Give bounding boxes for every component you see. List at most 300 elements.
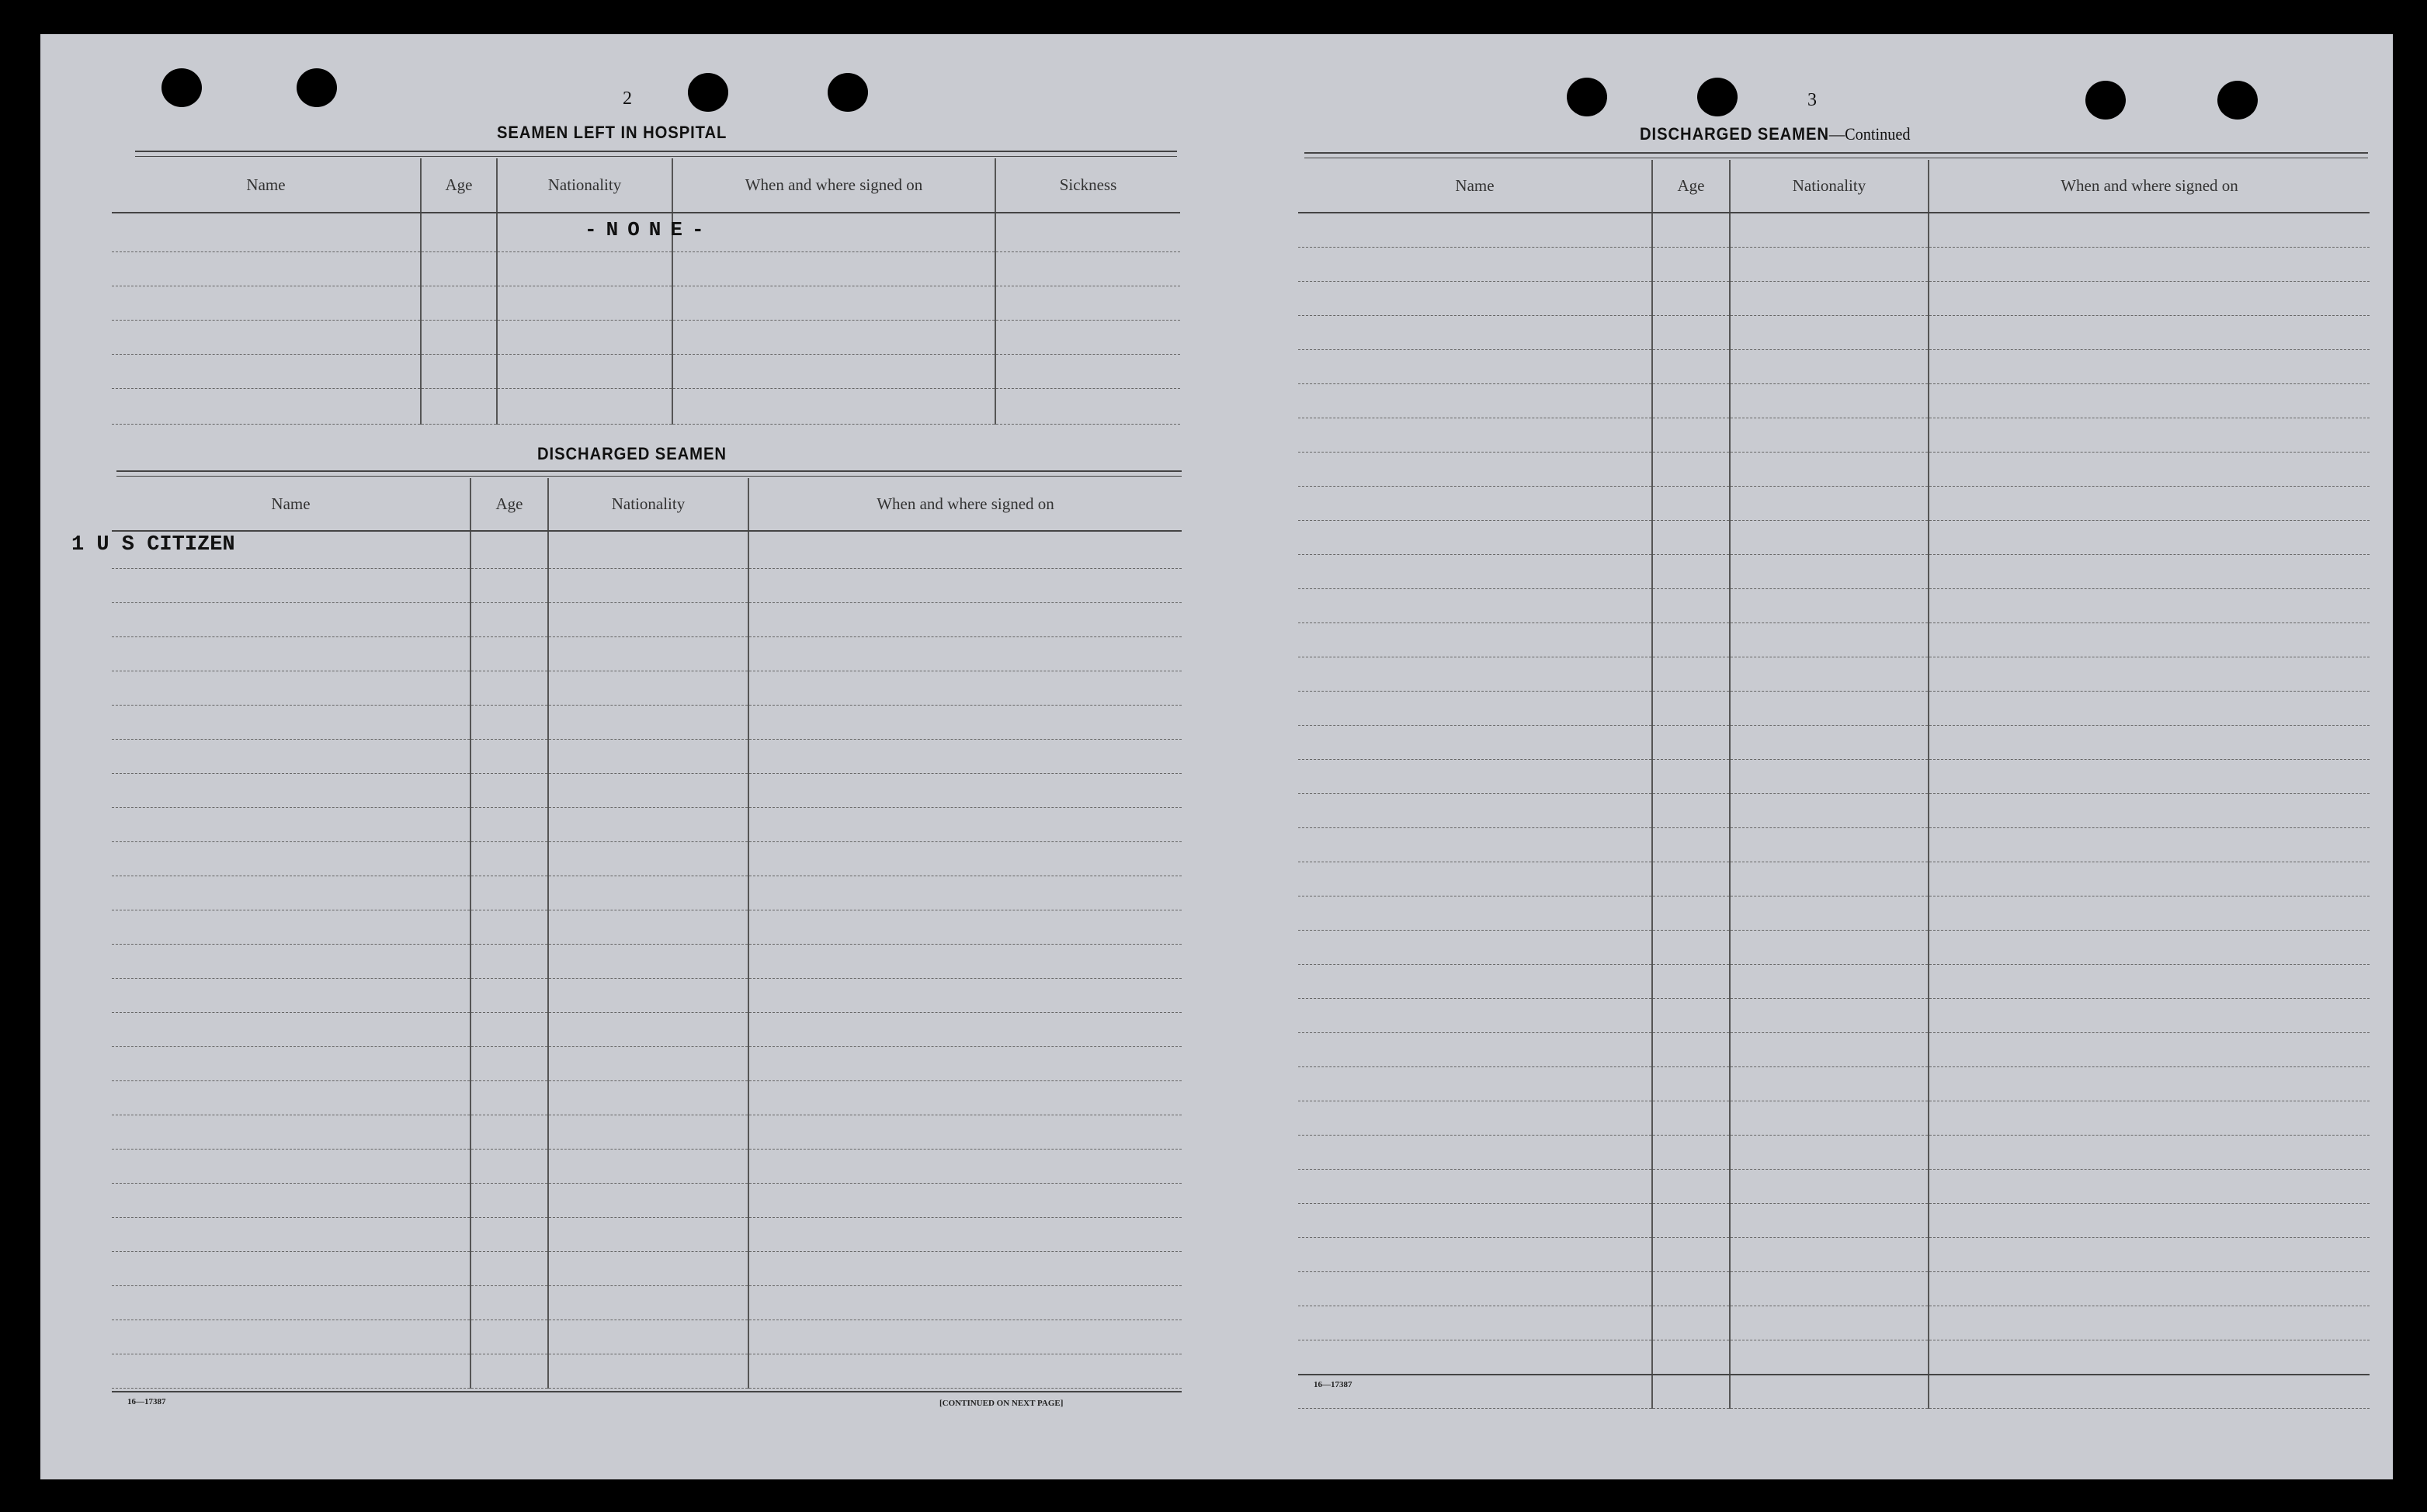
table-cell [112,841,470,876]
table-cell [995,320,1180,354]
table-cell [1929,965,2370,999]
punch-hole [828,73,868,112]
table-cell [748,705,1182,739]
table-cell [1298,1204,1652,1238]
column-header-age: Age [421,158,497,213]
column-header-name: Name [112,478,470,531]
table-cell [995,286,1180,320]
table-cell [470,531,548,568]
table-cell [470,1012,548,1046]
table-row [1298,1101,2370,1136]
table-cell [1929,1306,2370,1340]
table-cell [1298,1136,1652,1170]
column-header-name: Name [1298,160,1652,213]
table-cell [548,1149,748,1183]
continued-suffix: —Continued [1828,124,1911,144]
table-cell [1652,1136,1730,1170]
table-cell [112,1285,470,1320]
table-row [112,944,1182,978]
table-cell [1298,418,1652,453]
table-cell [1652,1272,1730,1306]
table-row [112,354,1180,388]
table-row [1298,350,2370,384]
table-cell [1298,487,1652,521]
table-cell [470,636,548,671]
discharged-bottom-rule [112,1391,1182,1392]
table-cell [1652,965,1730,999]
table-cell [497,286,672,320]
table-cell [1929,1375,2370,1409]
table-row [112,910,1182,944]
table-cell [1730,521,1929,555]
punch-hole [1697,78,1738,116]
discharged-table [71,478,1182,1389]
table-cell [1929,589,2370,623]
table-cell [1929,862,2370,896]
table-row [1298,794,2370,828]
table-cell [112,1046,470,1080]
table-cell [748,841,1182,876]
table-cell [112,354,421,388]
table-cell [1730,794,1929,828]
table-cell [1652,794,1730,828]
table-cell [1730,1033,1929,1067]
table-cell [995,354,1180,388]
table-row [112,876,1182,910]
hospital-table [112,158,1180,425]
table-cell [112,568,470,602]
table-cell [112,251,421,286]
table-cell [470,1046,548,1080]
table-cell [1652,1306,1730,1340]
table-cell [548,841,748,876]
table-row [112,602,1182,636]
table-cell [548,1080,748,1115]
table-cell [112,1080,470,1115]
table-cell [421,320,497,354]
table-cell [470,1183,548,1217]
table-cell [1298,828,1652,862]
table-cell [1652,487,1730,521]
punch-hole [1567,78,1607,116]
table-cell [112,388,421,424]
table-cell [497,320,672,354]
table-cell [548,876,748,910]
table-row [112,1320,1182,1354]
table-row [112,636,1182,671]
table-row [1298,1033,2370,1067]
table-cell [548,1285,748,1320]
table-cell [470,1149,548,1183]
table-cell [112,876,470,910]
table-cell [548,739,748,773]
table-cell [1652,282,1730,316]
table-row [112,531,1182,568]
table-cell [1652,760,1730,794]
page-number-left: 2 [623,88,632,109]
table-cell [470,739,548,773]
column-header-nationality: Nationality [548,478,748,531]
table-cell [1929,1204,2370,1238]
table-cell [748,1012,1182,1046]
table-cell [1298,965,1652,999]
table-cell [112,773,470,807]
table-cell [112,1251,470,1285]
table-row [1298,965,2370,999]
column-header-name: Name [112,158,421,213]
table-cell [1929,418,2370,453]
table-cell [1929,828,2370,862]
table-cell [112,320,421,354]
table-cell [1298,794,1652,828]
document-sheet [40,34,2393,1479]
table-cell [112,1217,470,1251]
table-row [1298,931,2370,965]
table-cell [1730,589,1929,623]
table-cell [748,1080,1182,1115]
table-cell [1929,623,2370,657]
table-cell [548,773,748,807]
table-cell [470,773,548,807]
table-cell [1298,453,1652,487]
table-cell [1652,1375,1730,1409]
table-cell [1730,623,1929,657]
table-cell [1298,213,1652,248]
table-cell [672,320,995,354]
column-header-age: Age [1652,160,1730,213]
column-header-nationality: Nationality [497,158,672,213]
table-row [1298,1340,2370,1375]
table-row [1298,316,2370,350]
table-row [1298,418,2370,453]
table-cell [1652,726,1730,760]
table-cell [1929,487,2370,521]
table-row [112,1080,1182,1115]
table-cell [470,568,548,602]
table-cell [672,213,995,251]
table-cell [470,1285,548,1320]
table-cell [748,910,1182,944]
table-cell [1929,282,2370,316]
table-cell [1730,862,1929,896]
discharged-continued-title-text: DISCHARGED SEAMEN [1640,124,1829,144]
table-cell [112,1354,470,1388]
table-cell [1652,589,1730,623]
table-cell [470,944,548,978]
none-stamp: -NONE- [585,218,714,241]
table-cell [1652,555,1730,589]
table-row [1298,384,2370,418]
table-cell [548,1217,748,1251]
table-cell [1730,1306,1929,1340]
table-row [1298,692,2370,726]
table-cell [548,602,748,636]
table-row [1298,828,2370,862]
table-cell [470,1080,548,1115]
table-row [1298,1306,2370,1340]
table-cell [1929,1272,2370,1306]
table-cell [1652,999,1730,1033]
table-cell [1730,1136,1929,1170]
table-cell [1298,589,1652,623]
table-cell [548,944,748,978]
table-cell [1929,896,2370,931]
table-cell [1298,1340,1652,1375]
table-row [1298,1375,2370,1409]
table-cell [748,568,1182,602]
discharged-entry: 1 U S CITIZEN [71,533,235,557]
table-cell [1929,726,2370,760]
table-row [1298,1204,2370,1238]
table-cell [1730,828,1929,862]
table-cell [112,910,470,944]
table-row [112,1217,1182,1251]
table-cell [470,910,548,944]
table-cell [112,739,470,773]
table-row [1298,1136,2370,1170]
table-cell [748,1285,1182,1320]
table-row [1298,213,2370,248]
table-cell [1298,248,1652,282]
table-cell [1652,896,1730,931]
table-cell [470,1320,548,1354]
table-cell [421,388,497,424]
table-cell [1298,521,1652,555]
table-cell [1652,384,1730,418]
table-cell [1730,692,1929,726]
table-cell [548,636,748,671]
table-cell [112,602,470,636]
table-cell [1730,657,1929,692]
table-cell [1730,418,1929,453]
table-row [1298,623,2370,657]
table-cell [672,286,995,320]
table-row [112,671,1182,705]
table-cell [421,251,497,286]
table-row [112,213,1180,251]
table-row [1298,999,2370,1033]
table-cell [112,1012,470,1046]
table-cell [548,568,748,602]
table-cell [112,807,470,841]
table-cell [1730,931,1929,965]
table-cell [748,1115,1182,1149]
table-cell [748,671,1182,705]
table-cell [548,910,748,944]
table-cell [1730,555,1929,589]
table-cell [1730,487,1929,521]
table-cell [497,388,672,424]
table-row [1298,760,2370,794]
table-cell [1652,521,1730,555]
table-cell [1298,1238,1652,1272]
table-cell [1730,453,1929,487]
table-cell [748,1183,1182,1217]
table-cell [1929,692,2370,726]
table-cell [748,739,1182,773]
table-cell [548,1354,748,1388]
table-cell [1730,384,1929,418]
right-top-rule [1304,152,2368,158]
punch-hole [161,68,202,107]
table-cell [1730,1204,1929,1238]
table-row [1298,282,2370,316]
table-row [1298,248,2370,282]
table-cell [748,876,1182,910]
table-cell [470,1115,548,1149]
table-cell [112,944,470,978]
table-cell [421,286,497,320]
table-row [112,841,1182,876]
table-cell [748,1354,1182,1388]
table-cell [1929,931,2370,965]
table-cell [1298,1170,1652,1204]
table-cell [470,671,548,705]
table-cell [71,531,470,568]
table-cell [1652,213,1730,248]
punch-hole [688,73,728,112]
table-row [112,568,1182,602]
table-row [1298,521,2370,555]
table-cell [1652,1170,1730,1204]
table-cell [748,1149,1182,1183]
table-cell [1929,1238,2370,1272]
table-row [112,1251,1182,1285]
table-cell [1652,1033,1730,1067]
discharged-continued-table [1298,160,2370,1409]
table-cell [748,602,1182,636]
table-cell [1652,862,1730,896]
punch-hole [2217,81,2258,120]
table-row [112,251,1180,286]
page-number-right: 3 [1807,90,1817,110]
table-cell [470,807,548,841]
table-cell [748,1251,1182,1285]
table-cell [548,1012,748,1046]
table-cell [995,213,1180,251]
table-row [112,1183,1182,1217]
table-cell [548,1115,748,1149]
table-row [112,1354,1182,1388]
table-cell [1929,794,2370,828]
continued-note: [CONTINUED ON NEXT PAGE] [939,1399,1064,1408]
table-cell [1929,1170,2370,1204]
table-cell [112,1149,470,1183]
table-row [112,773,1182,807]
table-cell [1298,1306,1652,1340]
table-cell [1730,316,1929,350]
discharged-section-title: DISCHARGED SEAMEN [537,444,727,463]
table-cell [1929,248,2370,282]
table-cell [548,531,748,568]
table-row [112,286,1180,320]
table-cell [672,251,995,286]
table-cell [1298,692,1652,726]
table-cell [548,671,748,705]
table-cell [1298,726,1652,760]
table-cell [1730,896,1929,931]
table-cell [112,978,470,1012]
table-row [1298,1238,2370,1272]
table-cell [1652,1238,1730,1272]
table-cell [548,705,748,739]
table-row [112,978,1182,1012]
table-cell [1929,1033,2370,1067]
table-cell [1298,555,1652,589]
table-cell [748,1217,1182,1251]
table-row [1298,1170,2370,1204]
table-row [1298,1067,2370,1101]
table-cell [1730,1067,1929,1101]
table-cell [1730,726,1929,760]
table-cell [470,602,548,636]
table-cell [548,1046,748,1080]
table-cell [1929,999,2370,1033]
table-cell [112,671,470,705]
table-cell [995,251,1180,286]
table-cell [421,213,497,251]
table-cell [470,841,548,876]
column-header-signed-on: When and where signed on [672,158,995,213]
table-cell [672,354,995,388]
table-cell [1652,418,1730,453]
table-cell [1929,521,2370,555]
table-row [112,739,1182,773]
table-cell [548,978,748,1012]
table-cell [1298,999,1652,1033]
table-cell [748,773,1182,807]
table-cell [1298,384,1652,418]
table-row [1298,555,2370,589]
table-cell [497,354,672,388]
table-cell [1298,896,1652,931]
table-cell [1298,350,1652,384]
table-cell [748,1046,1182,1080]
table-cell [1929,657,2370,692]
table-cell [748,978,1182,1012]
table-cell [470,978,548,1012]
table-cell [1730,1238,1929,1272]
table-cell [1929,350,2370,384]
table-row [1298,453,2370,487]
column-header-sickness: Sickness [995,158,1180,213]
table-cell [748,636,1182,671]
table-cell [1730,1375,1929,1409]
table-cell [1929,555,2370,589]
punch-hole [297,68,337,107]
table-cell [1929,316,2370,350]
table-row [1298,657,2370,692]
table-cell [470,876,548,910]
table-row [112,705,1182,739]
table-cell [1298,1101,1652,1136]
table-cell [1298,862,1652,896]
table-cell [995,388,1180,424]
table-row [1298,1272,2370,1306]
table-row [112,1115,1182,1149]
table-row [112,1012,1182,1046]
table-row [1298,726,2370,760]
table-cell [1730,1170,1929,1204]
table-cell [1652,692,1730,726]
table-cell [1730,213,1929,248]
table-cell [421,354,497,388]
table-cell [1929,1067,2370,1101]
table-cell [470,1354,548,1388]
table-cell [1652,1101,1730,1136]
table-cell [1929,1340,2370,1375]
table-cell [1652,1067,1730,1101]
